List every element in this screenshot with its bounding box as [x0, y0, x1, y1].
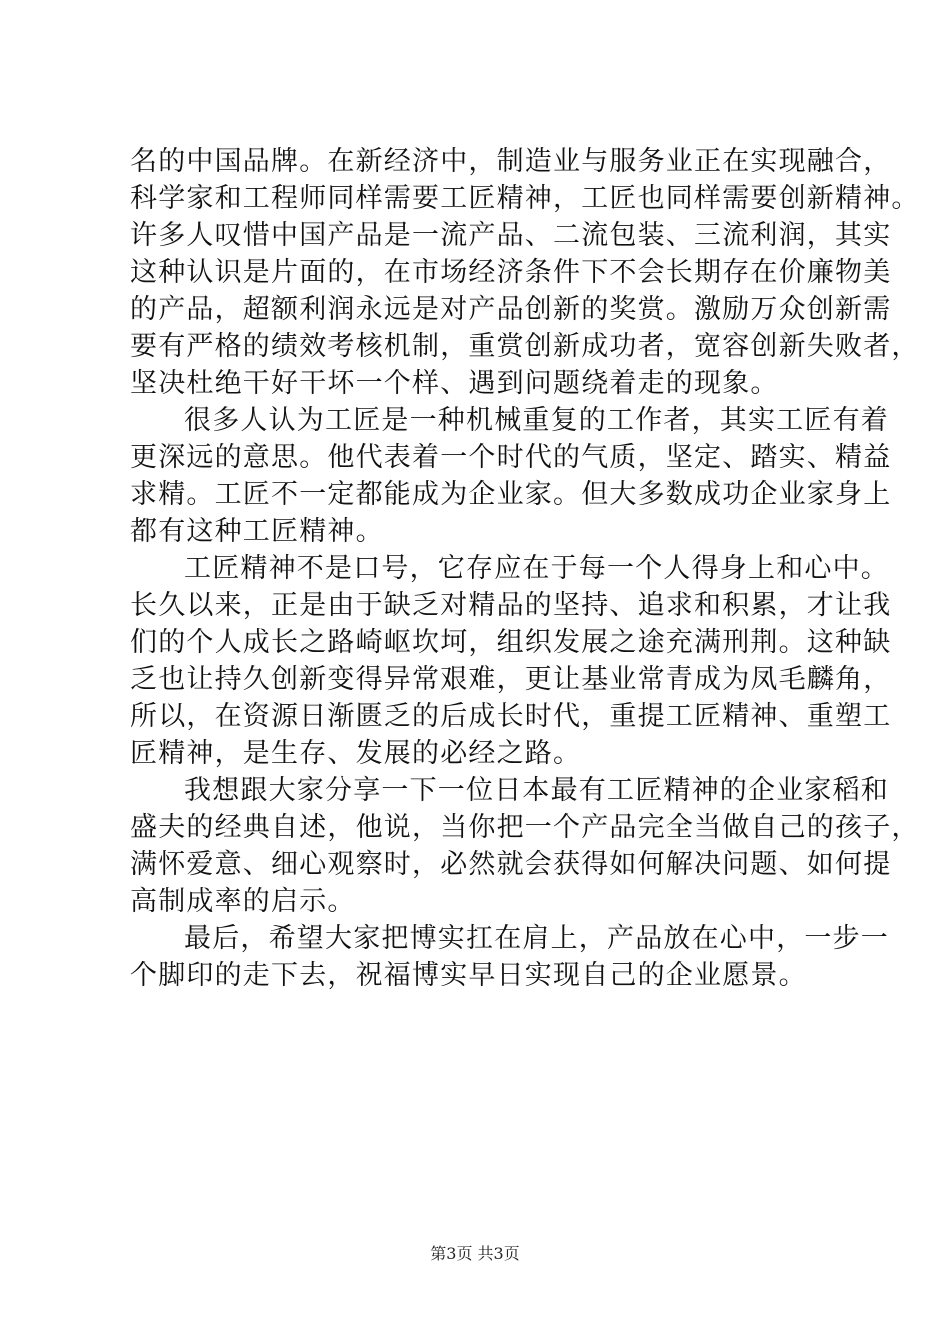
text-line: 乏也让持久创新变得异常艰难，更让基业常青成为凤毛麟角， [130, 664, 892, 695]
text-line: 们的个人成长之路崎岖坎坷，组织发展之途充满刑荆。这种缺 [130, 627, 892, 658]
text-line: 这种认识是片面的，在市场经济条件下不会长期存在价廉物美 [130, 257, 892, 288]
text-line: 高制成率的启示。 [130, 886, 356, 917]
text-line: 求精。工匠不一定都能成为企业家。但大多数成功企业家身上 [130, 479, 892, 510]
text-line: 满怀爱意、细心观察时，必然就会获得如何解决问题、如何提 [130, 849, 892, 880]
page-number-footer: 第3页 共3页 [430, 1244, 520, 1263]
text-line: 坚决杜绝干好干坏一个样、遇到问题绕着走的现象。 [130, 368, 779, 399]
paragraph-2 [130, 402, 892, 550]
paragraph-1 [130, 143, 920, 402]
text-line: 我想跟大家分享一下一位日本最有工匠精神的企业家稻和 [184, 775, 889, 806]
text-line: 要有严格的绩效考核机制，重赏创新成功者，宽容创新失败者， [130, 331, 920, 362]
text-line: 匠精神，是生存、发展的必经之路。 [130, 738, 582, 769]
text-line: 所以，在资源日渐匮乏的后成长时代，重提工匠精神、重塑工 [130, 701, 892, 732]
text-line: 最后，希望大家把博实扛在肩上，产品放在心中，一步一 [184, 923, 889, 954]
text-line: 名的中国品牌。在新经济中，制造业与服务业正在实现融合， [130, 146, 892, 177]
text-line: 许多人叹惜中国产品是一流产品、二流包装、三流利润，其实 [130, 220, 892, 251]
text-line: 科学家和工程师同样需要工匠精神，工匠也同样需要创新精神。 [130, 183, 920, 214]
text-line: 都有这种工匠精神。 [130, 516, 384, 547]
paragraph-5 [130, 920, 889, 994]
text-line: 工匠精神不是口号，它存应在于每一个人得身上和心中。 [184, 553, 889, 584]
text-line: 个脚印的走下去，祝福博实早日实现自己的企业愿景。 [130, 960, 807, 991]
text-line: 的产品，超额利润永远是对产品创新的奖赏。激励万众创新需 [130, 294, 892, 325]
paragraph-4 [130, 772, 920, 920]
text-line: 长久以来，正是由于缺乏对精品的坚持、追求和积累，才让我 [130, 590, 892, 621]
paragraph-3 [130, 550, 892, 772]
text-line: 更深远的意思。他代表着一个时代的气质，坚定、踏实、精益 [130, 442, 892, 473]
document-body [130, 143, 920, 994]
text-line: 盛夫的经典自述，他说，当你把一个产品完全当做自己的孩子， [130, 812, 920, 843]
text-line: 很多人认为工匠是一种机械重复的工作者，其实工匠有着 [184, 405, 889, 436]
